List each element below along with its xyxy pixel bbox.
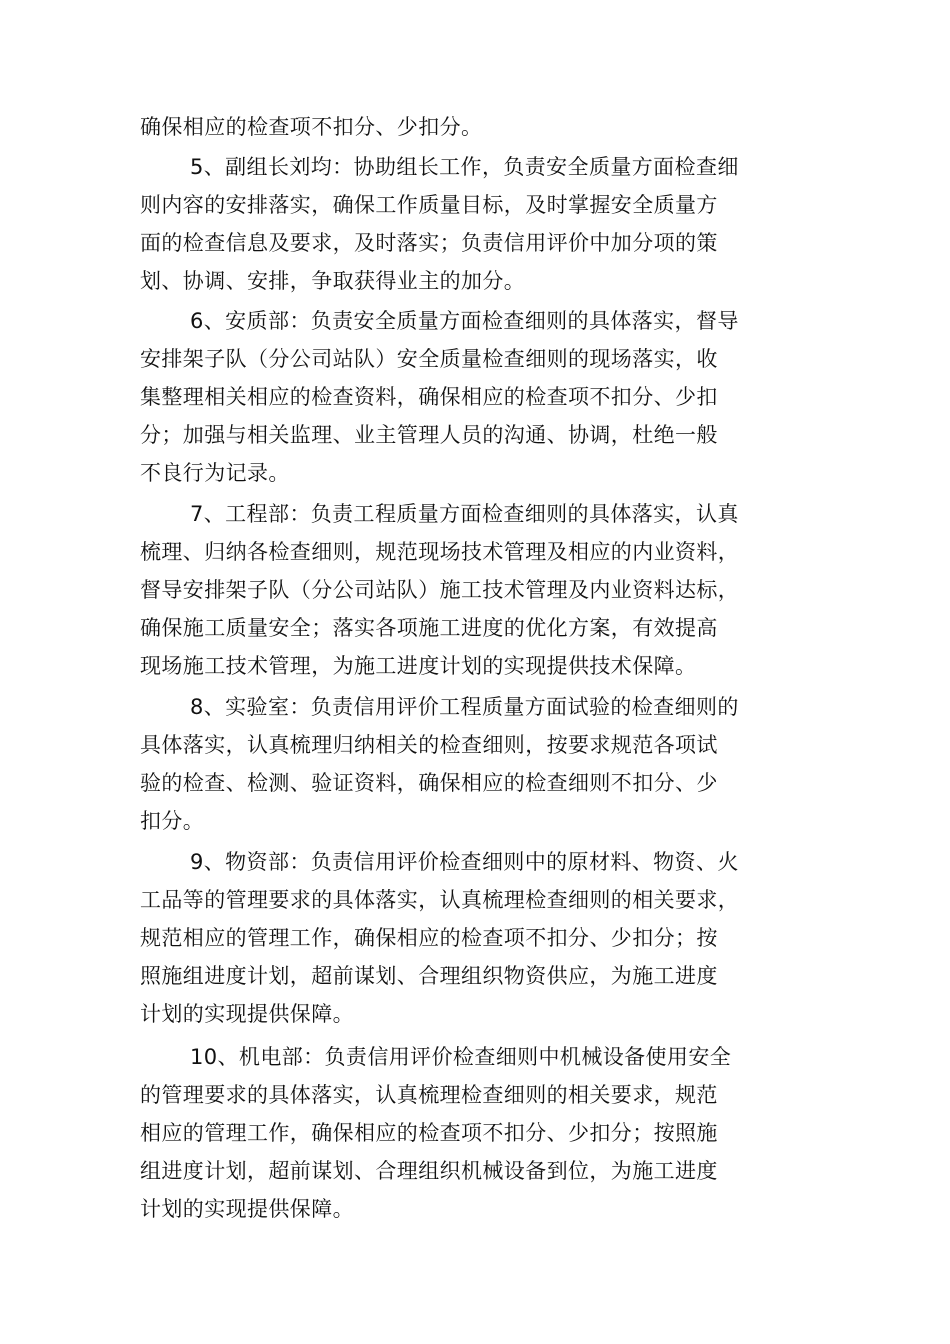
text-line: 相应的管理工作，确保相应的检查项不扣分、少扣分；按照施 [140,1121,718,1145]
text-line: 不良行为记录。 [140,461,290,485]
text-line: 工品等的管理要求的具体落实，认真梳理检查细则的相关要求， [140,888,740,912]
paragraph-10-line: 10、机电部：负责信用评价检查细则中机械设备使用安全 [190,1045,732,1069]
text-line: 计划的实现提供保障。 [140,1002,354,1026]
text-line: 确保相应的检查项不扣分、少扣分。 [140,115,483,139]
paragraph-5-line: 5、副组长刘均：协助组长工作，负责安全质量方面检查细 [190,155,739,179]
text-line: 安排架子队（分公司站队）安全质量检查细则的现场落实，收 [140,347,718,371]
text-line: 现场施工技术管理，为施工进度计划的实现提供技术保障。 [140,654,697,678]
text-line: 集整理相关相应的检查资料，确保相应的检查项不扣分、少扣 [140,385,718,409]
text-line: 督导安排架子队（分公司站队）施工技术管理及内业资料达标， [140,578,740,602]
text-line: 计划的实现提供保障。 [140,1197,354,1221]
text-line: 扣分。 [140,809,205,833]
text-line: 具体落实，认真梳理归纳相关的检查细则，按要求规范各项试 [140,733,718,757]
text-line: 规范相应的管理工作，确保相应的检查项不扣分、少扣分；按 [140,926,718,950]
text-line: 则内容的安排落实，确保工作质量目标，及时掌握安全质量方 [140,193,718,217]
text-line: 验的检查、检测、验证资料，确保相应的检查细则不扣分、少 [140,771,718,795]
text-line: 组进度计划，超前谋划、合理组织机械设备到位，为施工进度 [140,1159,718,1183]
text-line: 的管理要求的具体落实，认真梳理检查细则的相关要求，规范 [140,1083,718,1107]
paragraph-8-line: 8、实验室：负责信用评价工程质量方面试验的检查细则的 [190,695,739,719]
paragraph-7-line: 7、工程部：负责工程质量方面检查细则的具体落实，认真 [190,502,739,526]
text-line: 确保施工质量安全；落实各项施工进度的优化方案，有效提高 [140,616,718,640]
text-line: 划、协调、安排，争取获得业主的加分。 [140,269,526,293]
text-line: 照施组进度计划，超前谋划、合理组织物资供应，为施工进度 [140,964,718,988]
paragraph-6-line: 6、安质部：负责安全质量方面检查细则的具体落实，督导 [190,309,739,333]
text-line: 梳理、归纳各检查细则，规范现场技术管理及相应的内业资料， [140,540,740,564]
text-line: 面的检查信息及要求，及时落实；负责信用评价中加分项的策 [140,231,718,255]
paragraph-9-line: 9、物资部：负责信用评价检查细则中的原材料、物资、火 [190,850,739,874]
text-line: 分；加强与相关监理、业主管理人员的沟通、协调，杜绝一般 [140,423,718,447]
